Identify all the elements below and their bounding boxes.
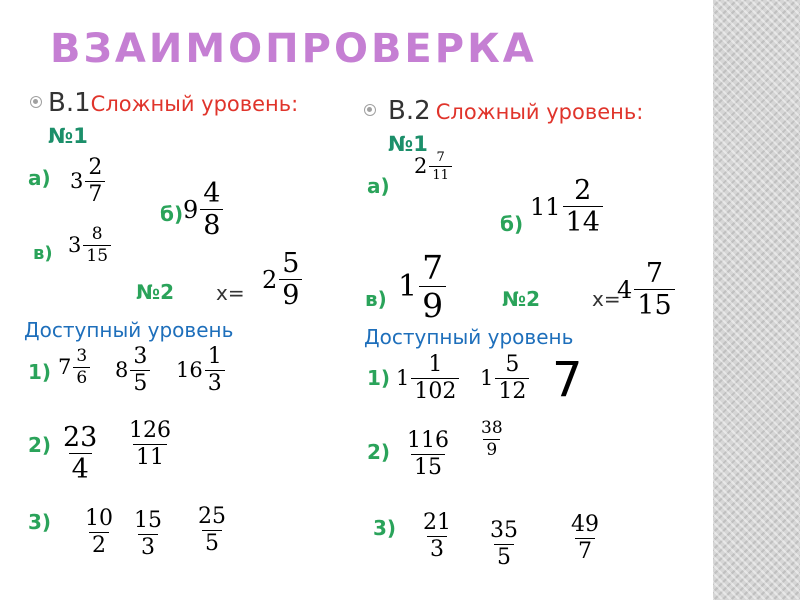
right-r1-item-1: 1 $\frac{1}{102}$ (396, 354, 459, 403)
right-level-label: Сложный уровень: (435, 100, 644, 124)
right-task1-label: №1 (388, 132, 428, 156)
right-r3-item-2: $\frac{35}{5}$ (490, 518, 518, 570)
right-a-label: а) (367, 174, 390, 198)
left-row3-label: 3) (28, 510, 52, 534)
right-basic-level-label: Доступный уровень (364, 325, 574, 349)
right-variant-number: В.2 (388, 96, 431, 126)
left-r3-item-1: $\frac{10}{2}$ (85, 506, 113, 558)
left-basic-level-label: Доступный уровень (24, 318, 234, 342)
right-r3-item-1: $\frac{21}{3}$ (423, 510, 451, 562)
left-r2-item-1: $\frac{23}{4}$ (63, 422, 98, 485)
right-row1-label: 1) (367, 366, 391, 390)
left-a-label: а) (28, 166, 51, 190)
right-x-label: x= (592, 287, 621, 311)
left-r3-item-2: $\frac{15}{3}$ (134, 508, 162, 560)
left-r1-item-2: 8 $\frac{3}{5}$ (115, 346, 150, 395)
right-r1-item-3: 7 (552, 352, 583, 408)
left-v-label: в) (33, 243, 53, 264)
left-v-answer: 3 $\frac{8}{15}$ (68, 226, 111, 265)
left-r1-item-1: 7 $\frac{3}{6}$ (58, 348, 90, 387)
left-variant-header (48, 88, 298, 118)
right-row2-label: 2) (367, 440, 391, 464)
left-r3-item-3: $\frac{25}{5}$ (198, 504, 226, 556)
left-variant-number: В.1 (48, 88, 91, 118)
right-r1-item-2: 1 $\frac{5}{12}$ (480, 354, 529, 403)
left-row1-label: 1) (28, 360, 52, 384)
right-variant-header (388, 96, 643, 126)
left-x-label: x= (216, 281, 245, 305)
left-row2-label: 2) (28, 433, 52, 457)
left-level-label: Сложный уровень: (90, 92, 299, 116)
right-task2-label: №2 (502, 287, 540, 311)
slide-title: ВЗАИМОПРОВЕРКА (50, 26, 537, 72)
left-x-answer: 2 $\frac{5}{9}$ (262, 250, 302, 309)
right-b-answer: 11 $\frac{2}{14}$ (530, 177, 603, 236)
left-r2-item-2: $\frac{126}{11}$ (129, 418, 171, 470)
right-r2-item-2: $\frac{38}{9}$ (481, 418, 503, 460)
right-b-label: б) (500, 212, 524, 236)
right-v-answer: 1 $\frac{7}{9}$ (398, 251, 446, 322)
right-x-answer: 4 $\frac{7}{15}$ (617, 260, 675, 319)
left-task1-label: №1 (48, 124, 88, 148)
left-a-answer: 3 $\frac{2}{7}$ (70, 157, 105, 206)
right-v-label: в) (365, 287, 387, 311)
right-r3-item-3: $\frac{49}{7}$ (571, 512, 599, 564)
bullet-icon (30, 96, 42, 108)
right-a-answer: 2 $\frac{7}{11}$ (414, 151, 452, 182)
right-r2-item-1: $\frac{116}{15}$ (407, 428, 449, 480)
left-b-label: б) (160, 202, 184, 226)
bullet-icon (364, 104, 376, 116)
left-r1-item-3: 16 $\frac{1}{3}$ (176, 346, 225, 395)
left-b-answer: 9 $\frac{4}{8}$ (183, 180, 223, 239)
right-row3-label: 3) (373, 516, 397, 540)
left-task2-label: №2 (136, 280, 174, 304)
decorative-side-stripe (713, 0, 800, 600)
